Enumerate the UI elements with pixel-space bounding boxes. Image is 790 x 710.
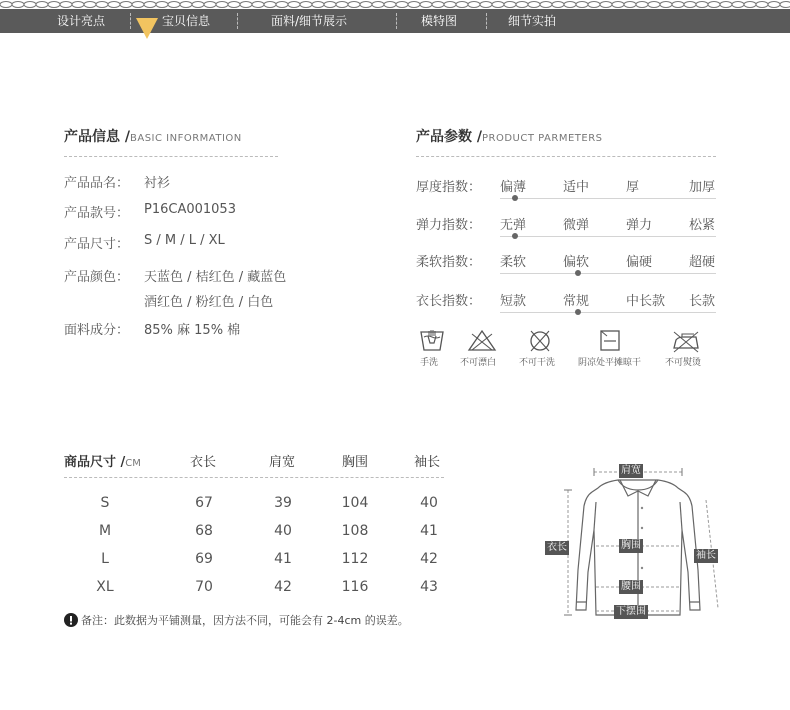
no-bleach-icon: [462, 328, 502, 354]
measure-cell: 104: [341, 495, 369, 511]
param-option: 长款: [689, 294, 716, 309]
shade-dry-flat-label: 阴凉处平摊晾干: [578, 358, 642, 368]
basic-info-title-cn: 产品信息 /: [64, 129, 130, 145]
params-title-en: PRODUCT PARMETERS: [482, 133, 603, 144]
param-scale-marker: [512, 195, 518, 201]
length-label: 衣长: [547, 542, 567, 553]
measure-cell: 42: [274, 579, 292, 595]
product-size-label: 产品尺寸：: [64, 237, 130, 252]
param-option: 加厚: [689, 180, 716, 195]
param-option: 无弹: [500, 218, 527, 233]
param-scale-line: [500, 273, 716, 274]
measure-cell: 40: [420, 495, 438, 511]
top-chain-decoration: [0, 0, 790, 9]
product-code-label: 产品款号：: [64, 206, 130, 221]
size-cell: XL: [96, 579, 114, 595]
measure-cell: 41: [274, 551, 292, 567]
header-length: 衣长: [190, 455, 217, 470]
product-color-value-line2: 酒红色 / 粉红色 / 白色: [144, 295, 274, 310]
param-option: 厚: [626, 180, 640, 195]
param-option: 中长款: [626, 294, 666, 309]
param-scale-line: [500, 312, 716, 313]
shade-dry-flat-icon: [590, 328, 630, 354]
divider: [64, 156, 278, 157]
param-option: 柔软: [500, 255, 527, 270]
nav-divider: [130, 13, 131, 29]
measure-cell: 112: [341, 551, 369, 567]
nav-item-detail[interactable]: 细节实拍: [508, 14, 557, 28]
active-nav-indicator: [136, 18, 158, 39]
exclamation-icon: [64, 613, 78, 627]
product-name-label: 产品品名：: [64, 176, 130, 191]
sleeve-label: 袖长: [696, 550, 716, 561]
no-iron-label: 不可熨烫: [665, 358, 702, 368]
size-table-title-cn: 商品尺寸 /: [64, 455, 126, 470]
header-sleeve: 袖长: [414, 455, 441, 470]
chest-label: 胸围: [621, 540, 641, 551]
fabric-label: 面料成分：: [64, 323, 130, 338]
shoulder-label: 肩宽: [621, 465, 641, 476]
measure-cell: 39: [274, 495, 292, 511]
no-iron-icon: [666, 328, 706, 354]
size-table-title: [64, 451, 141, 470]
nav-bar: [0, 9, 790, 33]
param-scale-line: [500, 236, 716, 237]
nav-item-model[interactable]: 模特图: [421, 14, 458, 28]
measure-cell: 68: [195, 523, 213, 539]
nav-divider: [396, 13, 397, 29]
param-scale-marker: [512, 233, 518, 239]
product-code-value: P16CA001053: [144, 202, 236, 217]
param-option: 偏硬: [626, 255, 653, 270]
param-label: 衣长指数：: [416, 294, 482, 309]
size-note-text: 备注：此数据为平铺测量，因方法不同，可能会有 2-4cm 的误差。: [81, 614, 409, 627]
param-label: 弹力指数：: [416, 218, 482, 233]
divider: [416, 156, 716, 157]
no-dry-clean-icon: [520, 328, 560, 354]
nav-divider: [486, 13, 487, 29]
param-option: 微弹: [563, 218, 590, 233]
header-shoulder: 肩宽: [269, 455, 296, 470]
divider: [64, 477, 444, 478]
param-option: 偏软: [563, 255, 590, 270]
param-label: 柔软指数：: [416, 255, 482, 270]
measure-cell: 67: [195, 495, 213, 511]
param-scale-marker: [575, 270, 581, 276]
measure-cell: 42: [420, 551, 438, 567]
hand-wash-label: 手洗: [420, 358, 439, 368]
waist-label: 腰围: [621, 581, 641, 592]
product-color-value: 天蓝色 / 桔红色 / 藏蓝色: [144, 270, 287, 285]
basic-info-title: [64, 126, 242, 146]
params-title: [416, 126, 603, 146]
no-dry-clean-label: 不可干洗: [519, 358, 556, 368]
size-cell: L: [101, 551, 109, 567]
fabric-value: 85% 麻 15% 棉: [144, 323, 241, 338]
param-option: 适中: [563, 180, 590, 195]
size-cell: S: [100, 495, 110, 511]
size-note: [64, 612, 409, 628]
param-option: 超硬: [689, 255, 716, 270]
product-size-value: S / M / L / XL: [144, 233, 225, 248]
product-color-label: 产品颜色：: [64, 270, 130, 285]
measure-cell: 41: [420, 523, 438, 539]
param-label: 厚度指数：: [416, 180, 482, 195]
measure-cell: 70: [195, 579, 213, 595]
size-unit: CM: [125, 458, 141, 469]
nav-item-fabric[interactable]: 面料/细节展示: [271, 14, 348, 28]
hand-wash-icon: [412, 328, 452, 354]
param-option: 松紧: [689, 218, 716, 233]
measure-cell: 40: [274, 523, 292, 539]
measure-cell: 108: [341, 523, 369, 539]
basic-info-title-en: BASIC INFORMATION: [130, 133, 242, 144]
size-cell: M: [98, 523, 112, 539]
param-option: 偏薄: [500, 180, 527, 195]
param-option: 常规: [563, 294, 590, 309]
measure-cell: 69: [195, 551, 213, 567]
hem-label: 下摆围: [616, 606, 646, 617]
nav-item-design[interactable]: 设计亮点: [57, 14, 106, 28]
param-option: 弹力: [626, 218, 653, 233]
param-option: 短款: [500, 294, 527, 309]
no-bleach-label: 不可漂白: [460, 358, 497, 368]
nav-item-product-info[interactable]: 宝贝信息: [162, 14, 211, 28]
header-chest: 胸围: [342, 455, 369, 470]
nav-divider: [237, 13, 238, 29]
product-name-value: 衬衫: [144, 176, 171, 191]
measure-cell: 43: [420, 579, 438, 595]
param-scale-marker: [575, 309, 581, 315]
measure-cell: 116: [341, 579, 369, 595]
param-scale-line: [500, 198, 716, 199]
params-title-cn: 产品参数 /: [416, 129, 482, 145]
